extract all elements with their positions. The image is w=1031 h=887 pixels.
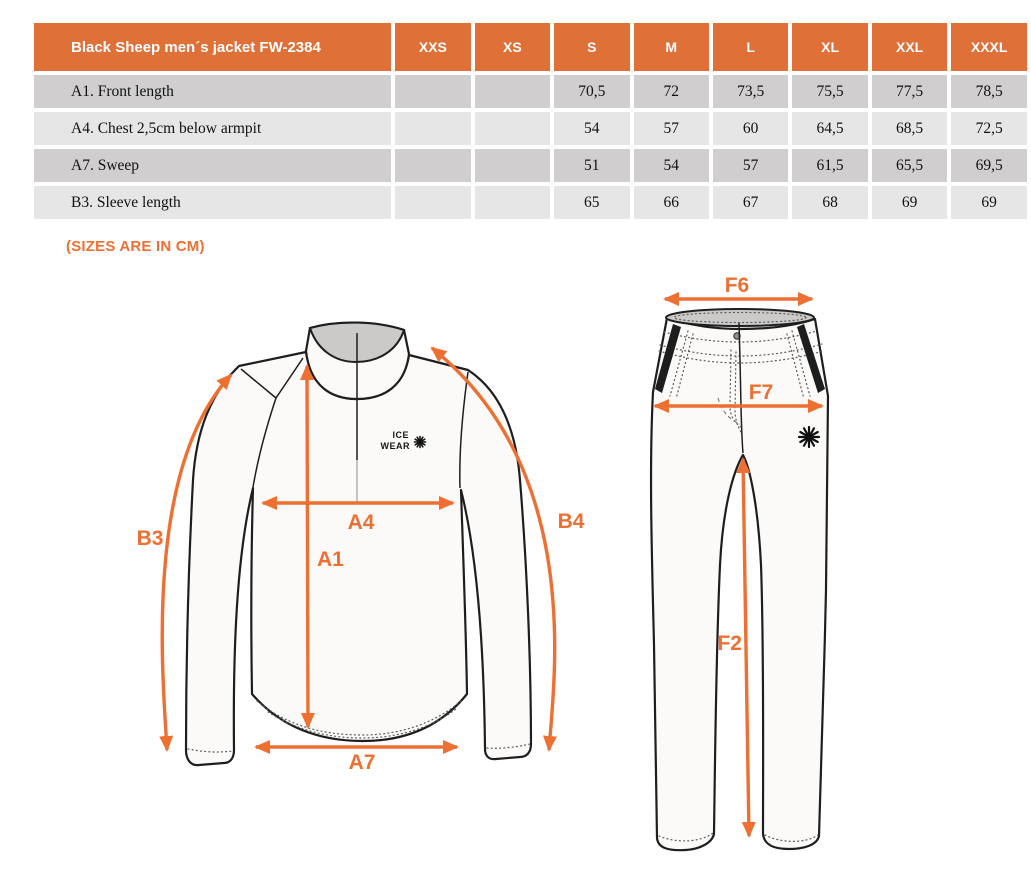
measurement-label-f6: F6 [724, 274, 750, 297]
product-title-cell: Black Sheep men´s jacket FW-2384 [34, 23, 391, 71]
size-value-cell: 75,5 [792, 75, 867, 108]
size-column-header: M [634, 23, 709, 71]
measurement-label-b4: B4 [557, 510, 585, 533]
size-value-cell: 57 [713, 149, 788, 182]
size-column-header: XS [475, 23, 550, 71]
size-value-cell: 73,5 [713, 75, 788, 108]
measurement-label-a4: A4 [347, 511, 375, 534]
size-value-cell: 68 [792, 186, 867, 219]
measurement-label-cell: A4. Chest 2,5cm below armpit [34, 112, 391, 145]
size-value-cell: 61,5 [792, 149, 867, 182]
measurement-label-f7: F7 [748, 381, 774, 404]
size-value-cell: 65 [554, 186, 629, 219]
jacket-diagram [137, 323, 585, 774]
size-value-cell: 69 [951, 186, 1027, 219]
size-value-cell: 51 [554, 149, 629, 182]
size-value-cell: 67 [713, 186, 788, 219]
brand-logo-text: ICE [392, 430, 409, 440]
pants-diagram [651, 274, 828, 850]
size-value-cell: 72,5 [951, 112, 1027, 145]
measurement-label-cell: B3. Sleeve length [34, 186, 391, 219]
size-value-cell: 77,5 [872, 75, 947, 108]
size-value-cell: 72 [634, 75, 709, 108]
size-value-cell: 66 [634, 186, 709, 219]
size-value-cell: 64,5 [792, 112, 867, 145]
size-column-header: S [554, 23, 629, 71]
measurement-label-cell: A7. Sweep [34, 149, 391, 182]
units-note: (SIZES ARE IN CM) [66, 238, 205, 255]
size-value-cell: 54 [634, 149, 709, 182]
size-column-header: XXS [395, 23, 471, 71]
size-value-cell: 69 [872, 186, 947, 219]
measurement-arrow-a1 [307, 366, 308, 727]
measurement-label-cell: A1. Front length [34, 75, 391, 108]
measurement-label-f2: F2 [717, 632, 742, 655]
size-value-cell: 65,5 [872, 149, 947, 182]
size-value-cell: 78,5 [951, 75, 1027, 108]
measurement-label-a1: A1 [317, 548, 344, 571]
pants-body [651, 318, 828, 850]
size-column-header: XXXL [951, 23, 1027, 71]
size-column-header: XL [792, 23, 867, 71]
size-value-cell: 54 [554, 112, 629, 145]
measurement-arrow-f2 [743, 459, 749, 836]
size-value-cell: 68,5 [872, 112, 947, 145]
measurement-label-b3: B3 [136, 527, 164, 550]
size-value-cell: 60 [713, 112, 788, 145]
size-value-cell: 70,5 [554, 75, 629, 108]
size-column-header: XXL [872, 23, 947, 71]
waist-opening [666, 309, 814, 326]
size-value-cell: 69,5 [951, 149, 1027, 182]
jacket-body [186, 352, 531, 765]
size-value-cell: 57 [634, 112, 709, 145]
brand-logo-text: WEAR [380, 441, 410, 451]
measurement-label-a7: A7 [348, 751, 376, 774]
size-column-header: L [713, 23, 788, 71]
